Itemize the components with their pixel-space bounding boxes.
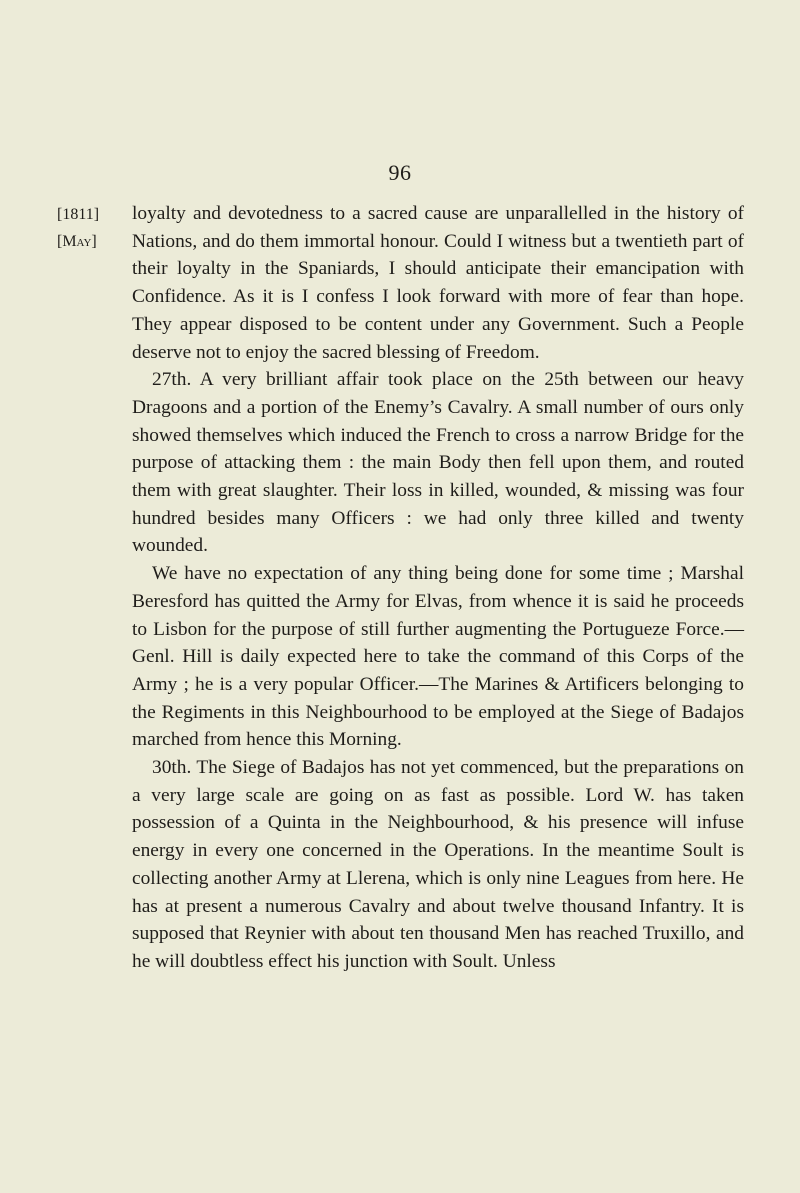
paragraph-continuation: loyalty and devotedness to a sacred cause are unparallelled in the history of Nations, and do them immortal honour. Could I witness but a twentieth part of their loyalty in the Spaniards, I should anticipate their emancipation with Confidence. As it is I confess I look forward with more of fear than hope. They appear disposed to be content under any Government. Such a People deserve not to enjoy the sacred blessing of Freedom. [132, 203, 744, 363]
paragraph-27th-entry: 27th. A very brilliant affair took place on the 25th between our heavy Dragoons and a portion of the Enemy’s Cavalry. A small number of ours only showed themselves which induced the French to cross a narrow Bridge for the purpose of attacking them : the main Body then fell upon them, and routed them with great slaughter. Their loss in killed, wounded, & missing was four hundred besides many Officers : we had only three killed and twenty wounded. [132, 369, 744, 557]
body-text [132, 200, 744, 976]
margin-year: [1811] [57, 206, 100, 223]
paragraph-30th-entry: 30th. The Siege of Badajos has not yet commenced, but the preparations on a very large scale are going on as fast as possible. Lord W. has taken possession of a Quinta in the Neighbourhood, & his presence will infuse energy in every one concerned in the Operations. In the meantime Soult is collecting another Army at Llerena, which is only nine Leagues from here. He has at present a numerous Cavalry and about twelve thousand Infantry. It is supposed that Reynier with about ten thousand Men has reached Truxillo, and he will doubtless effect his junction with Soult. Unless [132, 757, 744, 972]
paragraph-expectation: We have no expectation of any thing being done for some time ; Marshal Beresford has quitted the Army for Elvas, from whence it is said he proceeds to Lisbon for the purpose of still further augmenting the Portugueze Force.—Genl. Hill is daily expected here to take the command of this Corps of the Army ; he is a very popular Officer.—The Marines & Artificers belonging to the Regiments in this Neighbourhood to be employed at the Siege of Badajos marched from hence this Morning. [132, 563, 744, 751]
page-number: 96 [388, 160, 412, 185]
margin-month: [May] [57, 233, 97, 250]
margin-date-note [57, 201, 119, 255]
